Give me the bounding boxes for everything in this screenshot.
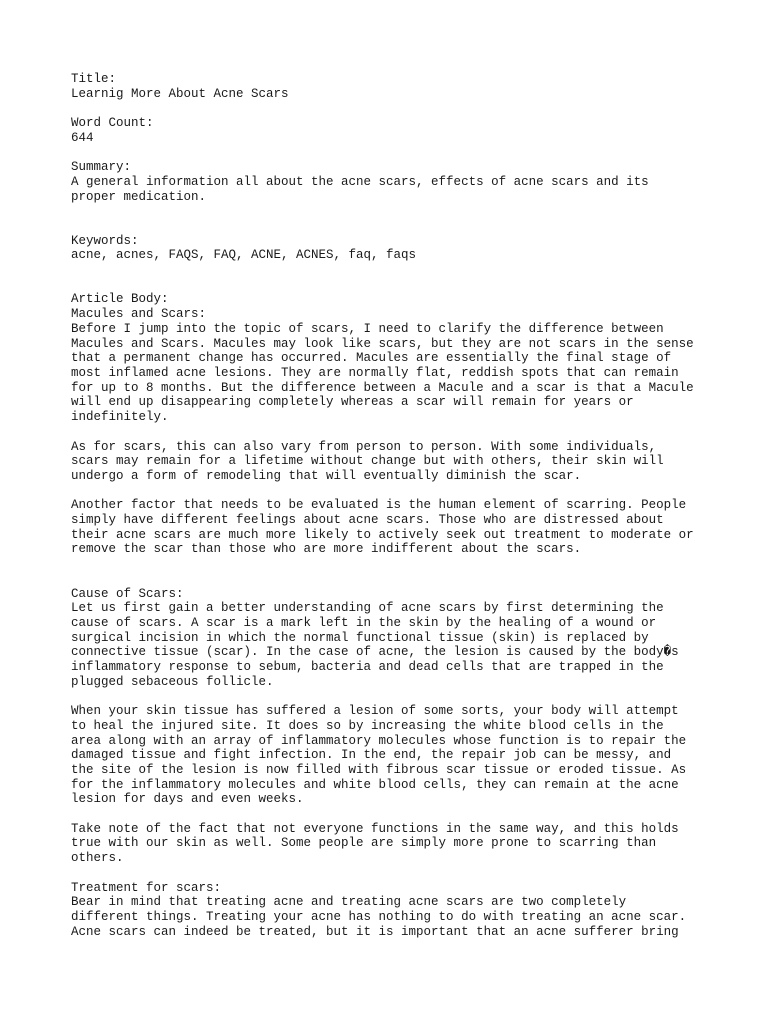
text-line: inflammatory response to sebum, bacteria and dead cells that are trapped in the <box>71 660 664 675</box>
article-body-label: Article Body: <box>71 292 169 307</box>
text-line: Another factor that needs to be evaluated is the human element of scarring. People <box>71 498 687 513</box>
title-label: Title: <box>71 72 117 86</box>
paragraph <box>71 440 731 484</box>
paragraph <box>71 704 731 807</box>
text-line: When your skin tissue has suffered a lesion of some sorts, your body will attempt <box>71 704 679 719</box>
text-line: Bear in mind that treating acne and treating acne scars are two completely <box>71 895 627 910</box>
text-line: proper medication. <box>71 189 207 204</box>
text-line: surgical incision in which the normal functional tissue (skin) is replaced by <box>71 630 649 645</box>
paragraph <box>71 895 731 939</box>
text-line: Let us first gain a better understanding of acne scars by first determining the <box>71 601 664 616</box>
text-line: connective tissue (scar). In the case of acne, the lesion is caused by the body�s <box>71 645 679 660</box>
summary-label: Summary: <box>71 160 132 175</box>
title-value: Learnig More About Acne Scars <box>71 86 289 101</box>
text-line: Acne scars can indeed be treated, but it is important that an acne sufferer bring <box>71 924 679 939</box>
keywords-label: Keywords: <box>71 233 139 248</box>
text-line: Before I jump into the topic of scars, I need to clarify the difference between <box>71 321 664 336</box>
text-line: area along with an array of inflammatory molecules whose function is to repair the <box>71 733 687 748</box>
text-line: their acne scars are much more likely to actively seek out treatment to moderate or <box>71 527 694 542</box>
text-line: As for scars, this can also vary from person to person. With some individuals, <box>71 439 657 454</box>
text-line: indefinitely. <box>71 410 169 425</box>
text-line: different things. Treating your acne has nothing to do with treating an acne scar. <box>71 909 687 924</box>
text-line: for up to 8 months. But the difference between a Macule and a scar is that a Macule <box>71 380 694 395</box>
keywords-value: acne, acnes, FAQS, FAQ, ACNE, ACNES, faq, faqs <box>71 248 417 263</box>
paragraph <box>71 822 731 866</box>
text-line: lesion for days and even weeks. <box>71 792 304 807</box>
paragraph <box>71 601 731 689</box>
section-heading-cause: Cause of Scars: <box>71 586 184 601</box>
text-line: cause of scars. A scar is a mark left in the skin by the healing of a wound or <box>71 615 657 630</box>
text-line: Take note of the fact that not everyone functions in the same way, and this holds <box>71 821 679 836</box>
text-line: A general information all about the acne scars, effects of acne scars and its <box>71 174 649 189</box>
text-line: that a permanent change has occurred. Macules are essentially the final stage of <box>71 351 672 366</box>
paragraph <box>71 322 731 425</box>
summary-text <box>71 175 731 204</box>
word-count-value: 644 <box>71 130 94 145</box>
text-line: damaged tissue and fight infection. In the end, the repair job can be messy, and <box>71 748 672 763</box>
section-heading-macules: Macules and Scars: <box>71 307 207 322</box>
text-line: most inflamed acne lesions. They are normally flat, reddish spots that can remain <box>71 366 679 380</box>
text-line: will end up disappearing completely whereas a scar will remain for years or <box>71 395 634 410</box>
text-line: true with our skin as well. Some people are simply more prone to scarring than <box>71 836 657 851</box>
document-page <box>71 72 731 939</box>
section-heading-treatment: Treatment for scars: <box>71 880 222 895</box>
text-line: for the inflammatory molecules and white blood cells, they can remain at the acne <box>71 777 679 792</box>
paragraph <box>71 498 731 557</box>
text-line: remove the scar than those who are more indifferent about the scars. <box>71 542 582 557</box>
word-count-label: Word Count: <box>71 116 154 131</box>
text-line: the site of the lesion is now filled with fibrous scar tissue or eroded tissue. As <box>71 762 687 777</box>
text-line: plugged sebaceous follicle. <box>71 674 274 689</box>
text-line: undergo a form of remodeling that will eventually diminish the scar. <box>71 468 582 483</box>
text-line: scars may remain for a lifetime without change but with others, their skin will <box>71 454 664 469</box>
text-line: Macules and Scars. Macules may look like scars, but they are not scars in the sense <box>71 336 694 351</box>
text-line: simply have different feelings about acne scars. Those who are distressed about <box>71 513 664 527</box>
text-line: to heal the injured site. It does so by increasing the white blood cells in the <box>71 718 664 733</box>
text-line: others. <box>71 851 124 866</box>
